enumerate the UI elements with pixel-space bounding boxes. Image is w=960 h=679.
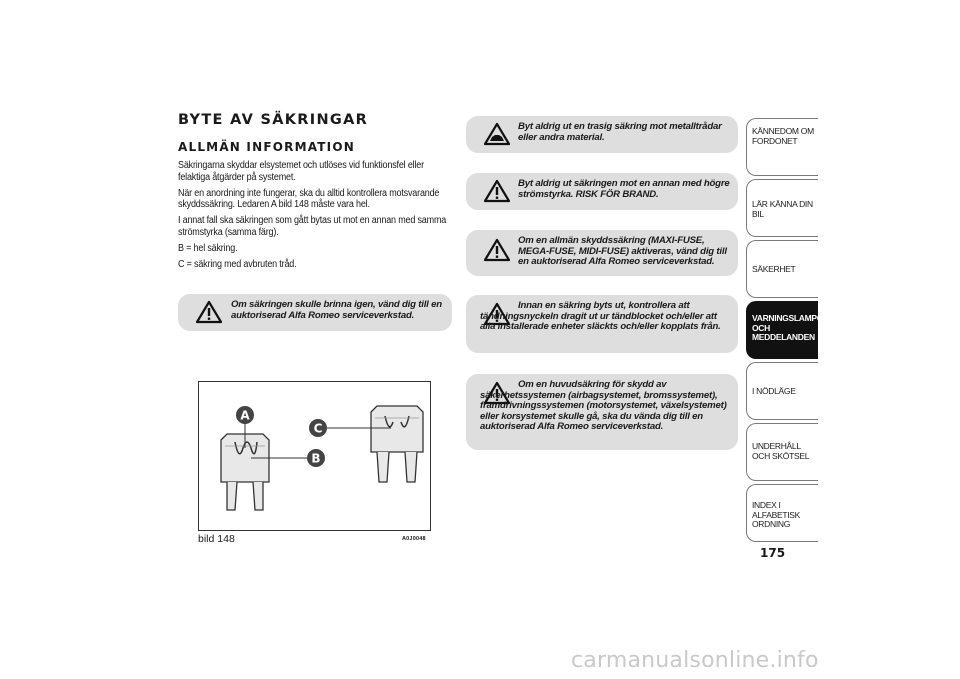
body-paragraph: I annat fall ska säkringen som gått bytas ut mot en annan med samma strömstyrka (samma färg). [178, 215, 447, 238]
watermark: carmanualsonline.info [571, 648, 819, 673]
warning-text: Innan en säkring byts ut, kontrollera att tändningsnyckeln dragit ut ur tändblocket och/eller att alla installerade enheter släckts och/eller kopplats från. [480, 300, 721, 333]
tab-label: I NÖDLÄGE [752, 386, 796, 396]
page-title: BYTE AV SÄKRINGAR [178, 112, 369, 128]
tab-index[interactable] [746, 484, 818, 542]
warning-box [466, 173, 738, 210]
tab-sakerhet[interactable] [746, 240, 818, 298]
warning-text: Byt aldrig ut säkringen mot en annan med högre strömstyrka. RISK FÖR BRAND. [518, 178, 730, 200]
warning-box [466, 230, 738, 276]
tab-i-nodlage[interactable] [746, 362, 818, 420]
warning-triangle-icon [484, 179, 510, 203]
figure-code: A0J0048 [402, 536, 426, 542]
warning-text: Om säkringen skulle brinna igen, vänd dig till en auktoriserad Alfa Romeo serviceverkstad. [231, 299, 442, 321]
tab-label: LÄR KÄNNA DIN BIL [752, 199, 813, 219]
warning-box [466, 295, 738, 353]
warning-text: Byt aldrig ut en trasig säkring mot metalltrådar eller andra material. [518, 121, 722, 143]
body-paragraph: Säkringarna skyddar elsystemet och utlöses vid funktionsfel eller felaktiga åtgärder på systemet. [178, 160, 424, 183]
warning-box [466, 116, 738, 153]
tab-label: INDEX I ALFABETISK ORDNING [752, 500, 801, 529]
body-text [178, 160, 453, 275]
warning-triangle-icon [196, 300, 222, 324]
fuse-illustration [199, 382, 430, 530]
body-paragraph: C = säkring med avbruten tråd. [178, 258, 297, 270]
tab-label: KÄNNEDOM OM FORDONET [752, 126, 814, 146]
tab-lar-kanna[interactable] [746, 179, 818, 237]
page-number: 175 [760, 546, 786, 560]
fuse-figure [198, 381, 431, 531]
tab-underhall[interactable] [746, 423, 818, 481]
warning-text: Om en allmän skyddssäkring (MAXI-FUSE, MEGA-FUSE, MIDI-FUSE) aktiveras, vänd dig till en auktoriserad Alfa Romeo serviceverkstad. [518, 235, 727, 268]
tab-label: VARNINGSLAMPOR OCH MEDDELANDEN [752, 313, 829, 342]
warning-text: Om en huvudsäkring för skydd av säkerhetssystemen (airbagsystemet, bromssystemet), framdrivningssystemen (motorsystemet, växelsystemet) eller korsystemet skulle gå, ska du vända dig till en auktoriserad Alfa Romeo serviceverkstad. [480, 379, 727, 433]
label-c: C [313, 421, 323, 436]
label-b: B [311, 451, 321, 466]
tab-varningslampor[interactable] [746, 301, 829, 359]
tab-label: UNDERHÅLL OCH SKÖTSEL [752, 441, 810, 461]
blown-fuse [371, 406, 423, 482]
hand-warning-icon [484, 122, 510, 146]
tab-label: SÄKERHET [752, 264, 796, 274]
tab-kannedom[interactable] [746, 118, 818, 176]
label-a: A [240, 408, 250, 423]
warning-box [178, 294, 452, 331]
figure-caption: bild 148 [198, 533, 235, 545]
body-paragraph: B = hel säkring. [178, 242, 238, 254]
body-paragraph: När en anordning inte fungerar, ska du alltid kontrollera motsvarande skyddssäkring. Ledaren A bild 148 måste vara hel. [178, 187, 440, 210]
section-title: ALLMÄN INFORMATION [178, 140, 355, 154]
warning-box [466, 374, 738, 450]
warning-triangle-icon [484, 238, 510, 262]
